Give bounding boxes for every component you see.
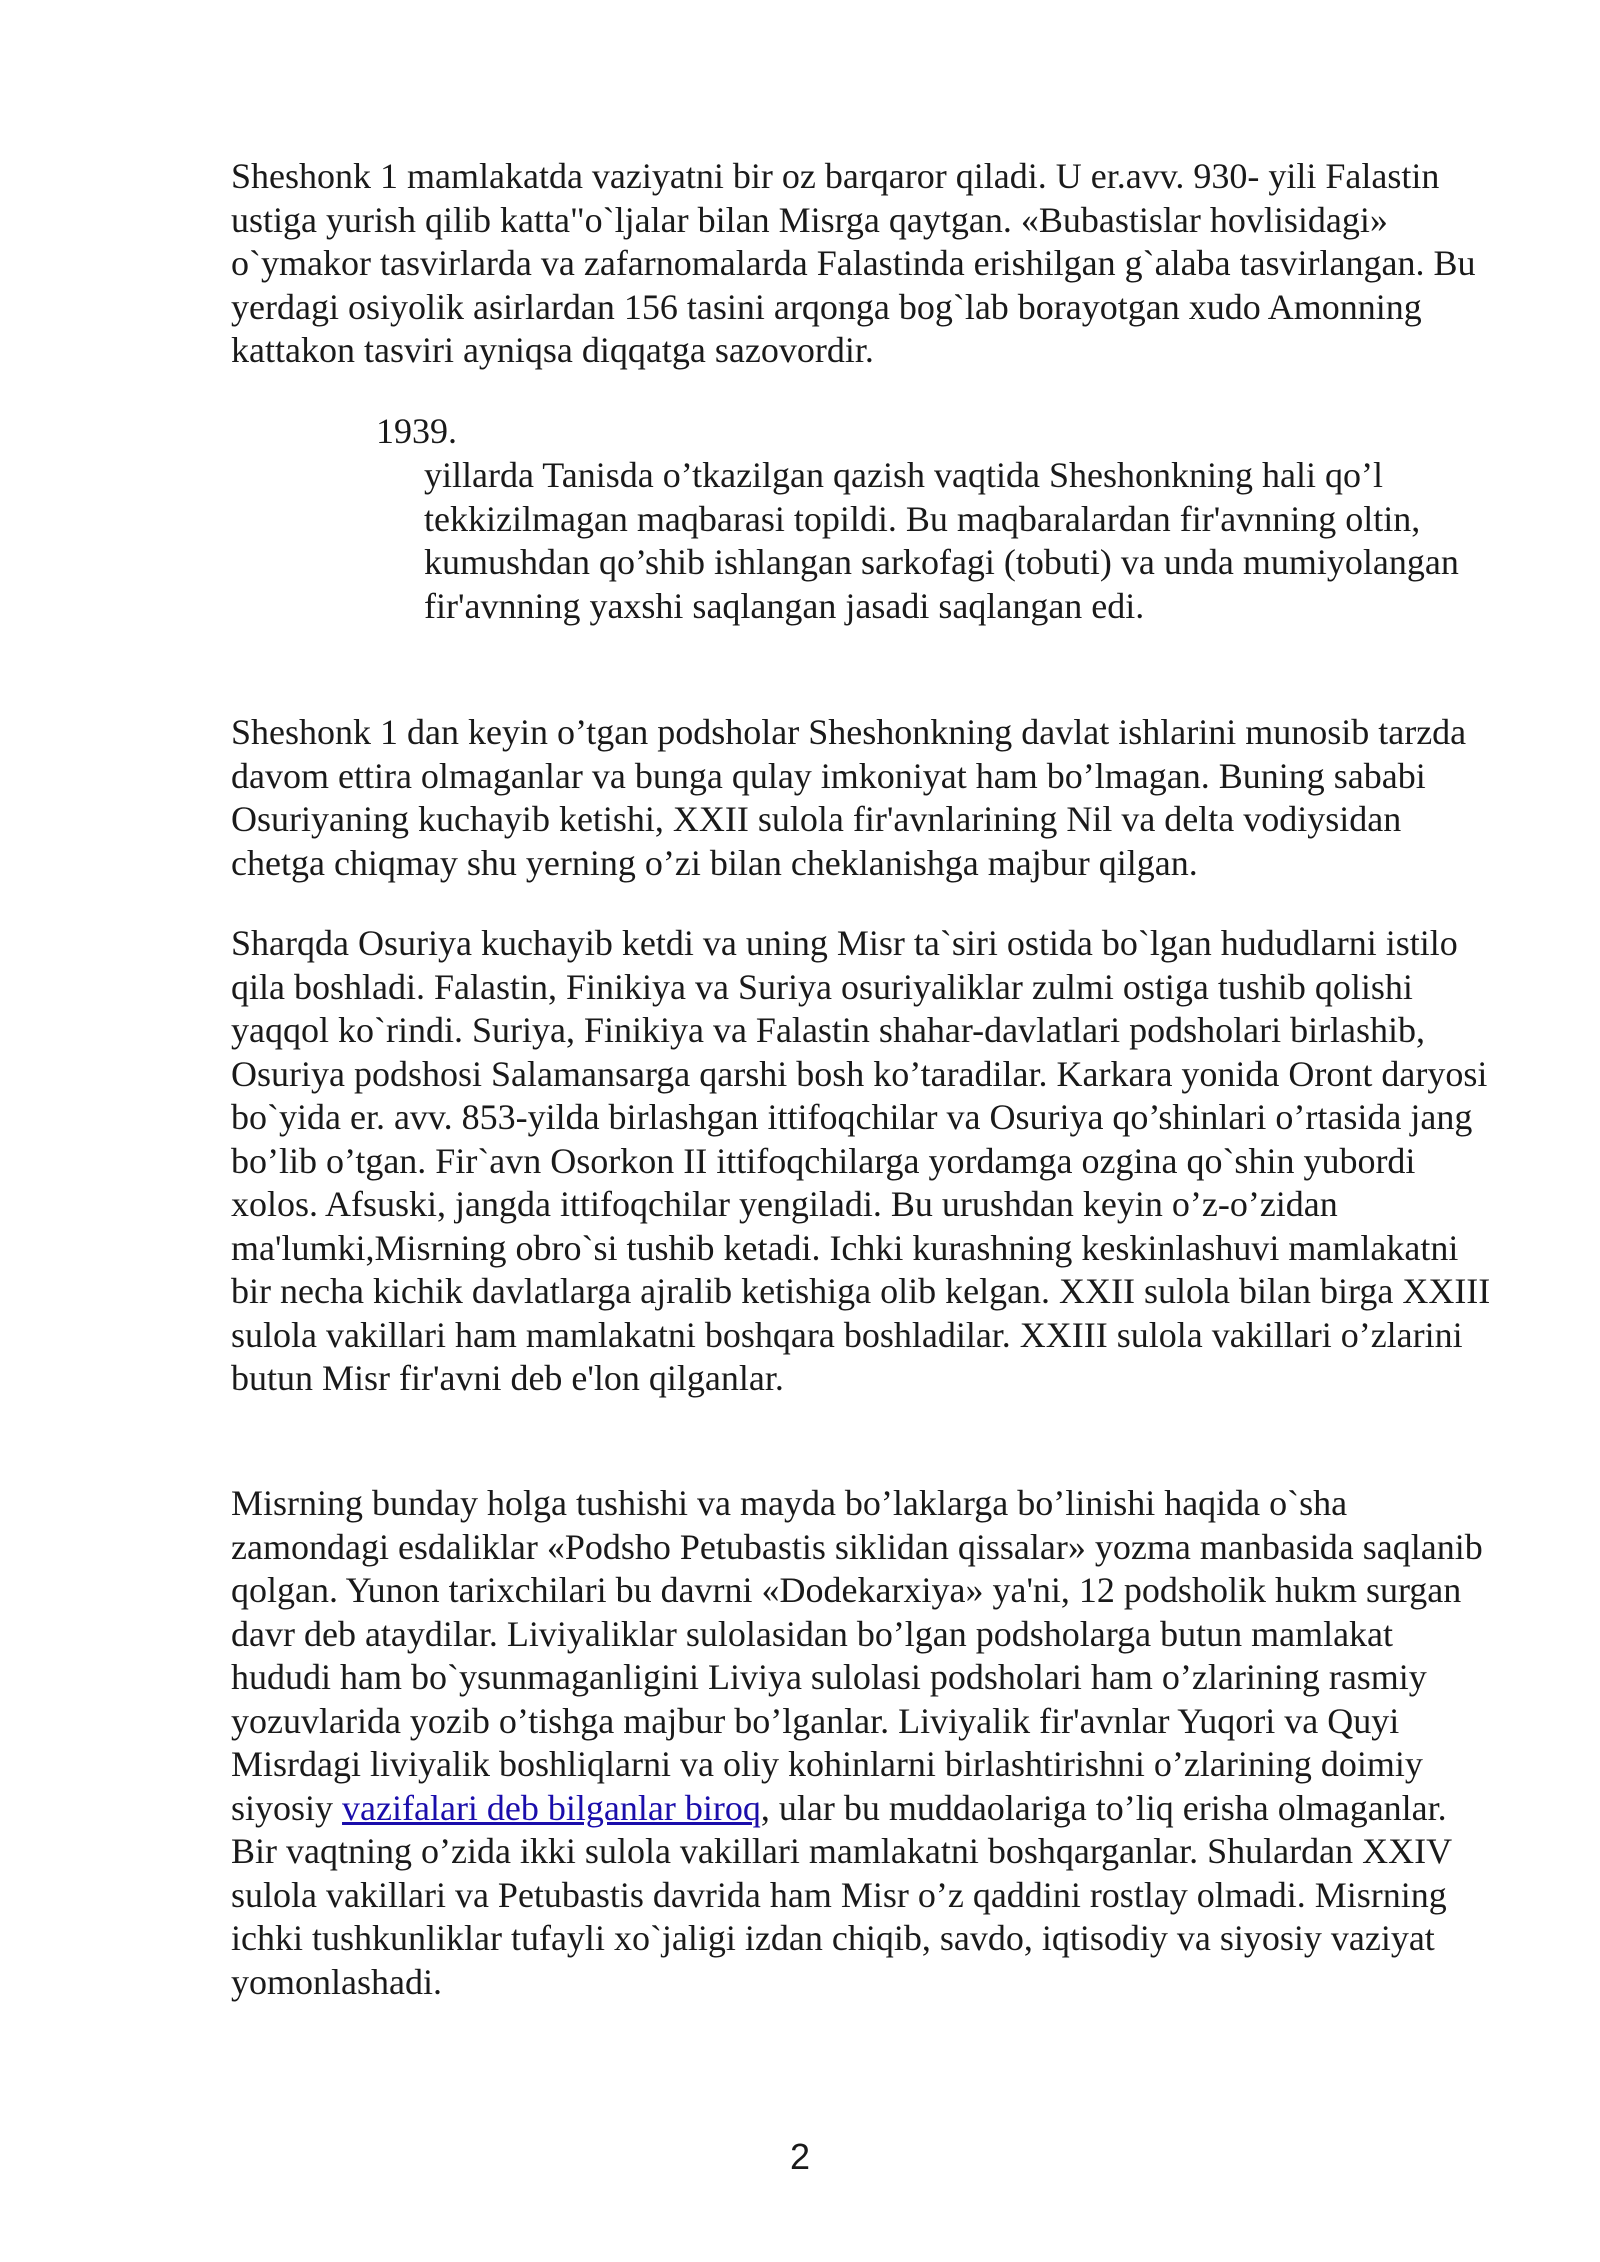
paragraph-dodecarchy [231, 1482, 1501, 2004]
paragraph-tanis-excavation: yillarda Tanisda o’tkazilgan qazish vaqtida Sheshonkning hali qo’l tekkizilmagan maqbarasi topildi. Bu maqbaralardan fir'avnning oltin, kumushdan qo’shib ishlangan sarkofagi (tobuti) va unda mumiyolangan fir'avnning yaxshi saqlangan jasadi saqlangan edi. [424, 455, 1459, 626]
hyperlink-vazifalari[interactable]: vazifalari deb bilganlar biroq [342, 1787, 761, 1828]
paragraph-assyria: Sharqda Osuriya kuchayib ketdi va uning Misr ta`siri ostida bo`lgan hududlarni istilo qila boshladi. Falastin, Finikiya va Suriya osuriyaliklar zulmi ostiga tushib qolishi yaqqol ko`rindi. Suriya, Finikiya va Falastin shahar-davlatlari podsholari birlashib, Osuriya podshosi Salamansarga qarshi bosh ko’taradilar. Karkara yonida Oront daryosi bo`yida er. avv. 853-yilda birlashgan ittifoqchilar va Osuriya qo’shinlari o’rtasida jang bo’lib o’tgan. Fir`avn Osorkon II ittifoqchilarga yordamga ozgina qo`shin yubordi xolos. Afsuski, jangda ittifoqchilar yengiladi. Bu urushdan keyin o’z-o’zidan ma'lumki,Misrning obro`si tushib ketadi. Ichki kurashning keskinlashuvi mamlakatni bir necha kichik davlatlarga ajralib ketishiga olib kelgan. XXII sulola bilan birga XXIII sulola vakillari ham mamlakatni boshqara boshladilar. XXIII sulola vakillari o’zlarini butun Misr fir'avni deb e'lon qilganlar. [231, 923, 1491, 1398]
paragraph-text-after-link: , ular bu muddaolariga to’liq erisha olmaganlar. Bir vaqtning o’zida ikki sulola vakillari mamlakatni boshqarganlar. Shulardan XXIV sulola vakillari va Petubastis davrida ham Misr o’z qaddini rostlay olmadi. Misrning ichki tushkunliklar tufayli xo`jaligi izdan chiqib, savdo, iqtisodiy va siyosiy vaziyat yomonlashadi. [231, 1787, 1452, 2002]
paragraph-sheshonk-1: Sheshonk 1 mamlakatda vaziyatni bir oz barqaror qiladi. U er.avv. 930- yili Falastin ustiga yurish qilib katta"o`ljalar bilan Misrga qaytgan. «Bubastislar hovlisidagi» o`ymakor tasvirlarda va zafarnomalarda Falastinda erishilgan g`alaba tasvirlangan. Bu yerdagi osiyolik asirlardan 156 tasini arqonga bog`lab borayotgan xudo Amonning kattakon tasviri ayniqsa diqqatga sazovordir. [231, 156, 1476, 370]
list-number-1939: 1939. [376, 411, 457, 451]
paragraph-text-before-link: Misrning bunday holga tushishi va mayda bo’laklarga bo’linishi haqida o`sha zamondagi esdaliklar «Podsho Petubastis siklidan qissalar» yozma manbasida saqlanib qolgan. Yunon tarixchilari bu davrni «Dodekarxiya» ya'ni, 12 podsholik hukm surgan davr deb ataydilar. Liviyaliklar sulolasidan bo’lgan podsholarga butun mamlakat hududi ham bo`ysunmaganligini Liviya sulolasi podsholari ham o’zlarining rasmiy yozuvlarida yozib o’tishga majbur bo’lganlar. Liviyalik fir'avnlar Yuqori va Quyi Misrdagi liviyalik boshliqlarni va oliy kohinlarni birlashtirishni o’zlarining doimiy siyosiy [231, 1483, 1483, 1828]
page-number: 2 [789, 2136, 811, 2177]
paragraph-successors: Sheshonk 1 dan keyin o’tgan podsholar Sheshonkning davlat ishlarini munosib tarzda davom ettira olmaganlar va bunga qulay imkoniyat ham bo’lmagan. Buning sababi Osuriyaning kuchayib ketishi, XXII sulola fir'avnlarining Nil va delta vodiysidan chetga chiqmay shu yerning o’zi bilan cheklanishga majbur qilgan. [231, 712, 1467, 883]
